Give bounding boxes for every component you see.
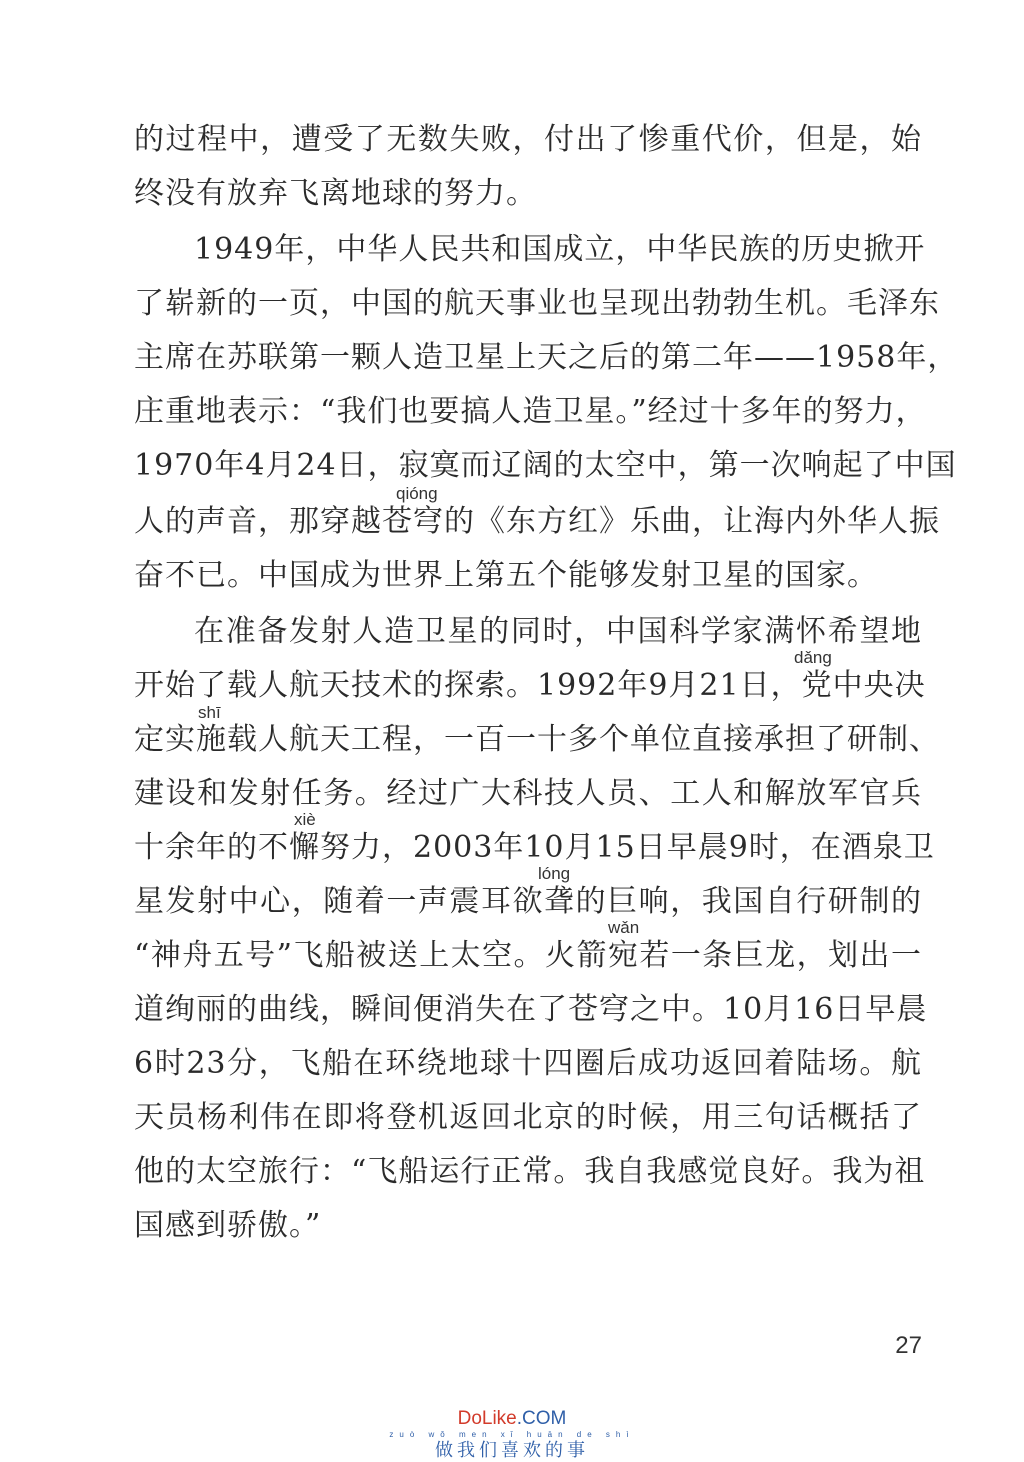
- text-line: 国感到骄傲。”: [134, 1208, 322, 1243]
- pinyin-annotation: shī: [198, 703, 221, 722]
- text-line: 了崭新的一页，中国的航天事业也呈现出勃勃生机。毛泽东: [134, 286, 940, 321]
- text-line: 人的声音，那穿越苍穹的《东方红》乐曲，让海内外华人振: [134, 504, 940, 539]
- text-line: 奋不已。中国成为世界上第五个能够发射卫星的国家。: [134, 558, 878, 593]
- text-line: 1949年，中华人民共和国成立，中华民族的历史掀开: [194, 232, 926, 267]
- pinyin-annotation: lóng: [538, 864, 571, 883]
- text-line: 定实施载人航天工程，一百一十多个单位直接承担了研制、: [134, 722, 940, 757]
- watermark-brand: [0, 1408, 1024, 1430]
- text-line: 建设和发射任务。经过广大科技人员、工人和解放军官兵: [134, 776, 922, 811]
- pinyin-annotation: wǎn: [608, 918, 640, 937]
- text-line: 道绚丽的曲线，瞬间便消失在了苍穹之中。10月16日早晨: [134, 992, 928, 1027]
- text-line: 庄重地表示：“我们也要搞人造卫星。”经过十多年的努力，: [134, 394, 927, 429]
- text-line: 天员杨利伟在即将登机返回北京的时候，用三句话概括了: [134, 1100, 922, 1135]
- text-line: 在准备发射人造卫星的同时，中国科学家满怀希望地: [194, 614, 922, 649]
- text-line: “神舟五号”飞船被送上太空。火箭宛若一条巨龙，划出一: [134, 938, 922, 973]
- text-line: 十余年的不懈努力，2003年10月15日早晨9时，在酒泉卫: [134, 830, 935, 865]
- watermark-pinyin: zuò wǒ men xǐ huān de shì: [389, 1430, 635, 1439]
- pinyin-annotation: dǎng: [794, 648, 832, 667]
- text-line: 主席在苏联第一颗人造卫星上天之后的第二年——1958年，: [134, 340, 959, 375]
- watermark-brand-part: DoLike: [457, 1408, 517, 1429]
- text-line: 的过程中，遭受了无数失败，付出了惨重代价，但是，始: [134, 122, 922, 157]
- page-number: 27: [895, 1332, 922, 1359]
- text-line: 星发射中心，随着一声震耳欲聋的巨响，我国自行研制的: [134, 884, 922, 919]
- text-line: 开始了载人航天技术的探索。1992年9月21日，党中央决: [134, 668, 926, 703]
- text-line: 1970年4月24日，寂寞而辽阔的太空中，第一次响起了中国: [134, 448, 957, 483]
- watermark-brand-part: .COM: [516, 1408, 567, 1429]
- watermark-slogan: 做我们喜欢的事: [435, 1440, 589, 1461]
- pinyin-annotation: xiè: [294, 810, 316, 829]
- text-line: 6时23分，飞船在环绕地球十四圈后成功返回着陆场。航: [134, 1046, 922, 1081]
- text-line: 终没有放弃飞离地球的努力。: [134, 176, 537, 211]
- pinyin-annotation: qióng: [396, 484, 438, 503]
- text-line: 他的太空旅行：“飞船运行正常。我自我感觉良好。我为祖: [134, 1154, 926, 1189]
